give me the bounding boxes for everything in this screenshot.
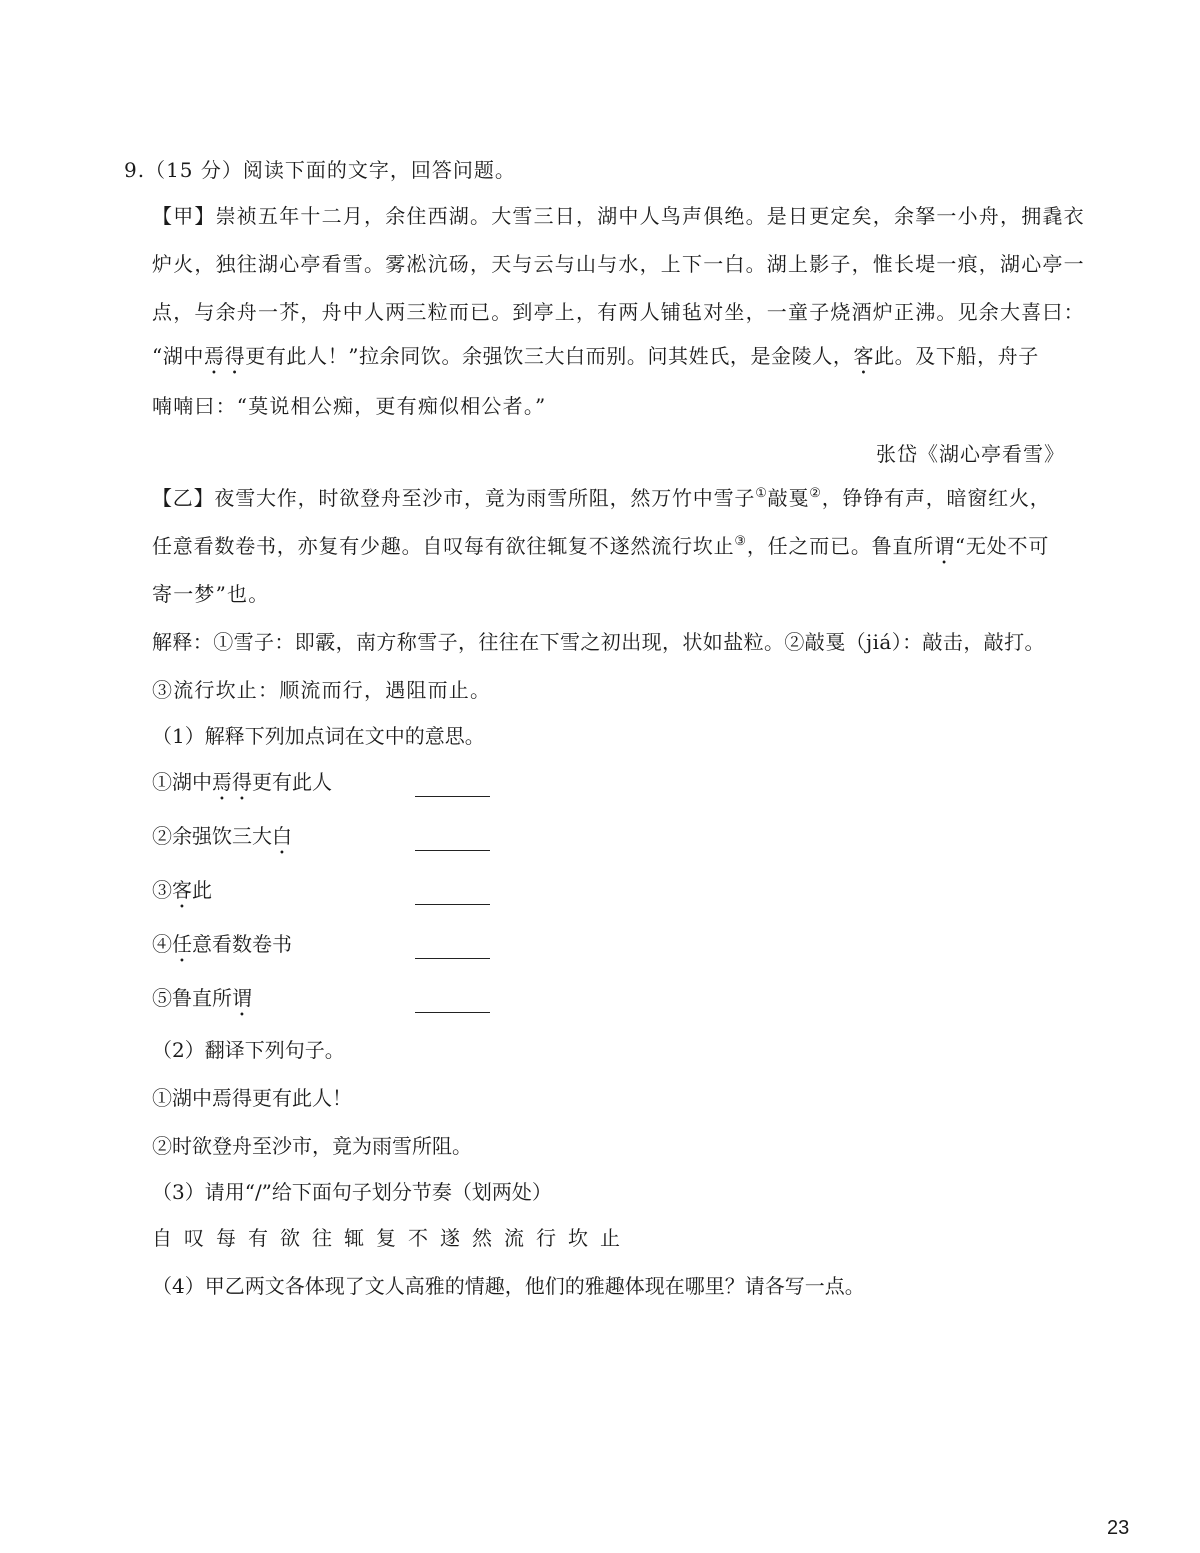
text-span: ⑤鲁直所: [152, 986, 232, 1010]
text-span: 【乙】夜雪大作，时欲登舟至沙市，竟为雨雪所阻，然万竹中雪子: [152, 486, 756, 510]
dotted-word: 焉得: [212, 770, 252, 794]
q3-prompt: （3）请用“/”给下面句子划分节奏（划两处）: [152, 1180, 552, 1204]
text-span: ①湖中: [152, 770, 212, 794]
passage-yi-line-3: 寄一梦”也。: [152, 582, 270, 606]
answer-blank-5[interactable]: [415, 1011, 490, 1013]
text-span: ，铮铮有声，暗窗红火，: [821, 486, 1051, 510]
q2-item-2: ②时欲登舟至沙市，竟为雨雪所阻。: [152, 1134, 472, 1158]
dotted-word-wei: 谓: [934, 534, 955, 558]
text-span: ③: [152, 878, 172, 902]
q1-prompt: （1）解释下列加点词在文中的意思。: [152, 724, 485, 748]
passage-jia-line-5: 喃喃曰：“莫说相公痴，更有痴似相公者。”: [152, 394, 547, 418]
q1-item-3: [152, 876, 212, 913]
passage-jia-line-3: 点，与余舟一芥，舟中人两三粒而已。到亭上，有两人铺毡对坐，一童子烧酒炉正沸。见余大喜曰：: [152, 300, 1085, 324]
dotted-word: 谓: [232, 986, 252, 1010]
answer-blank-1[interactable]: [415, 795, 490, 797]
text-span: 更有此人: [252, 770, 332, 794]
passage-jia-line-2: 炉火，独往湖心亭看雪。雾凇沆砀，天与云与山与水，上下一白。湖上影子，惟长堤一痕，湖心亭一: [152, 252, 1085, 276]
text-span: ④: [152, 932, 172, 956]
text-span: ②余强饮三大: [152, 824, 272, 848]
answer-blank-3[interactable]: [415, 903, 490, 905]
text-span: 此。及下船，舟子: [874, 344, 1039, 368]
page-number: 23: [1107, 1517, 1130, 1539]
text-span: “湖中: [152, 344, 205, 368]
text-span: 意看数卷书: [192, 932, 292, 956]
q4-prompt: （4）甲乙两文各体现了文人高雅的情趣，他们的雅趣体现在哪里？请各写一点。: [152, 1274, 865, 1298]
text-span: 更有此人！”拉余同饮。余强饮三大白而别。问其姓氏，是金陵人，: [245, 344, 854, 368]
q3-sentence: 自叹每有欲往辄复不遂然流行坎止: [152, 1226, 632, 1250]
q1-item-4: [152, 930, 292, 967]
footnote-mark-2: ②: [809, 486, 822, 501]
answer-blank-2[interactable]: [415, 849, 490, 851]
dotted-word-yande: 焉得: [204, 344, 246, 368]
text-span: 任意看数卷书，亦复有少趣。自叹每有欲往辄复不遂然流行坎止: [152, 534, 735, 558]
q1-item-5: [152, 984, 252, 1021]
text-span: 此: [192, 878, 212, 902]
passage-jia-line-4: [152, 342, 1039, 379]
q1-item-2: [152, 822, 292, 859]
passage-jia-line-1: 【甲】崇祯五年十二月，余住西湖。大雪三日，湖中人鸟声俱绝。是日更定矣，余拏一小舟，拥毳衣: [152, 204, 1085, 228]
footnote-mark-1: ①: [755, 486, 768, 501]
dotted-word-ke: 客: [853, 344, 875, 368]
text-span: “无处不可: [954, 534, 1050, 558]
q1-item-1: [152, 768, 332, 805]
notes-line-2: ③流行坎止：顺流而行，遇阻而止。: [152, 678, 492, 702]
passage-yi-line-2: [152, 532, 1049, 569]
dotted-word: 客: [172, 878, 192, 902]
footnote-mark-3: ③: [734, 534, 747, 549]
dotted-word: 白: [272, 824, 292, 848]
passage-yi-line-1: [152, 484, 1051, 512]
notes-line-1: 解释：①雪子：即霰，南方称雪子，往往在下雪之初出现，状如盐粒。②敲戛（jiá）：敲击，敲打。: [152, 630, 1045, 654]
text-span: 敲戛: [767, 486, 810, 510]
passage-jia-source: 张岱《湖心亭看雪》: [876, 442, 1065, 466]
text-span: ，任之而已。鲁直所: [746, 534, 935, 558]
dotted-word: 任: [172, 932, 192, 956]
question-title: 9.（15 分）阅读下面的文字，回答问题。: [124, 158, 516, 182]
q2-item-1: ①湖中焉得更有此人！: [152, 1086, 352, 1110]
answer-blank-4[interactable]: [415, 957, 490, 959]
q2-prompt: （2）翻译下列句子。: [152, 1038, 345, 1062]
